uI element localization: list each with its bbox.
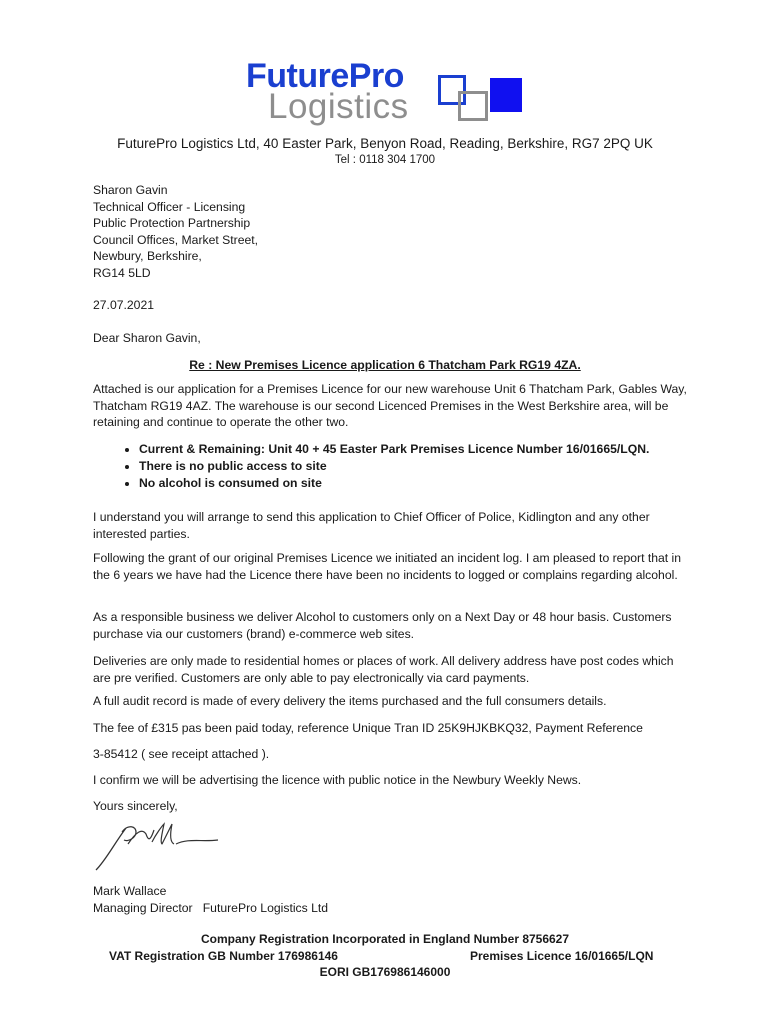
logo-wordmark-top: FuturePro (246, 57, 404, 95)
signatory-title: Managing Director FuturePro Logistics Ltd (93, 901, 329, 915)
footer-premises-licence: Premises Licence 16/01665/LQN (470, 949, 654, 963)
recipient-line: Public Protection Partnership (93, 216, 251, 230)
paragraph-police: I understand you will arrange to send this application to Chief Officer of Police, Kidlington and any other interested parties. (93, 510, 650, 541)
recipient-line: Council Offices, Market Street, (93, 232, 259, 247)
letter-subject: Re : New Premises Licence application 6 Thatcham Park RG19 4ZA. (189, 358, 581, 372)
logo-square-grey-icon (458, 91, 488, 121)
paragraph-incident-log: Following the grant of our original Premises Licence we initiated an incident log. I am pleased to report that in the 6 years we have had the Licence there have been no incidents to logged or complains regarding alcohol. (93, 551, 682, 582)
logo-square-filled-icon (490, 78, 522, 112)
recipient-line: RG14 5LD (93, 265, 151, 280)
letter-date: 27.07.2021 (93, 298, 154, 312)
paragraph-public-notice: I confirm we will be advertising the licence with public notice in the Newbury Weekly News. (93, 773, 582, 787)
recipient-line: Sharon Gavin (93, 183, 168, 197)
closing: Yours sincerely, (93, 799, 178, 813)
footer-company-registration: Company Registration Incorporated in England Number 8756627 (200, 932, 570, 946)
list-item: • Current & Remaining: Unit 40 + 45 Easter Park Premises Licence Number 16/01665/LQN. (139, 441, 739, 458)
recipient-line: Technical Officer - Licensing (93, 199, 246, 214)
recipient-line: Newbury, Berkshire, (93, 249, 202, 263)
key-points-list (93, 441, 739, 492)
paragraph-payment-ref: 3-85412 ( see receipt attached ). (93, 747, 270, 761)
salutation: Dear Sharon Gavin, (93, 331, 201, 345)
logo-wordmark-bottom: Logistics (268, 87, 409, 126)
company-telephone: Tel : 0118 304 1700 (334, 154, 436, 166)
footer-vat-registration: VAT Registration GB Number 176986146 (109, 949, 338, 963)
company-logo (246, 58, 526, 128)
list-item: • There is no public access to site (139, 458, 739, 475)
intro-paragraph: Attached is our application for a Premises Licence for our new warehouse Unit 6 Thatcham Park, Gables Way, Thatcham RG19 4AZ. The warehouse is our second Licenced Premises in the West Berkshire area, will be retaining and continue to operate the other two. (93, 382, 687, 429)
paragraph-delivery-basis: As a responsible business we deliver Alcohol to customers only on a Next Day or 48 hour basis. Customers purchase via our customers (brand) e-commerce web sites. (93, 610, 672, 641)
paragraph-audit: A full audit record is made of every delivery the items purchased and the full consumers details. (93, 694, 607, 708)
handwritten-signature (92, 822, 222, 874)
list-item: • No alcohol is consumed on site (139, 475, 739, 492)
paragraph-fee: The fee of £315 pas been paid today, reference Unique Tran ID 25K9HJKBKQ32, Payment Reference (93, 721, 643, 735)
recipient-address (93, 182, 693, 281)
paragraph-delivery-addresses: Deliveries are only made to residential homes or places of work. All delivery address have post codes which are pre verified. Customers are only able to pay electronically via card payments. (93, 654, 674, 685)
company-address-line: FuturePro Logistics Ltd, 40 Easter Park, Benyon Road, Reading, Berkshire, RG7 2PQ UK (117, 136, 653, 151)
footer-eori: EORI GB176986146000 (319, 965, 451, 979)
signatory-name: Mark Wallace (93, 884, 167, 898)
